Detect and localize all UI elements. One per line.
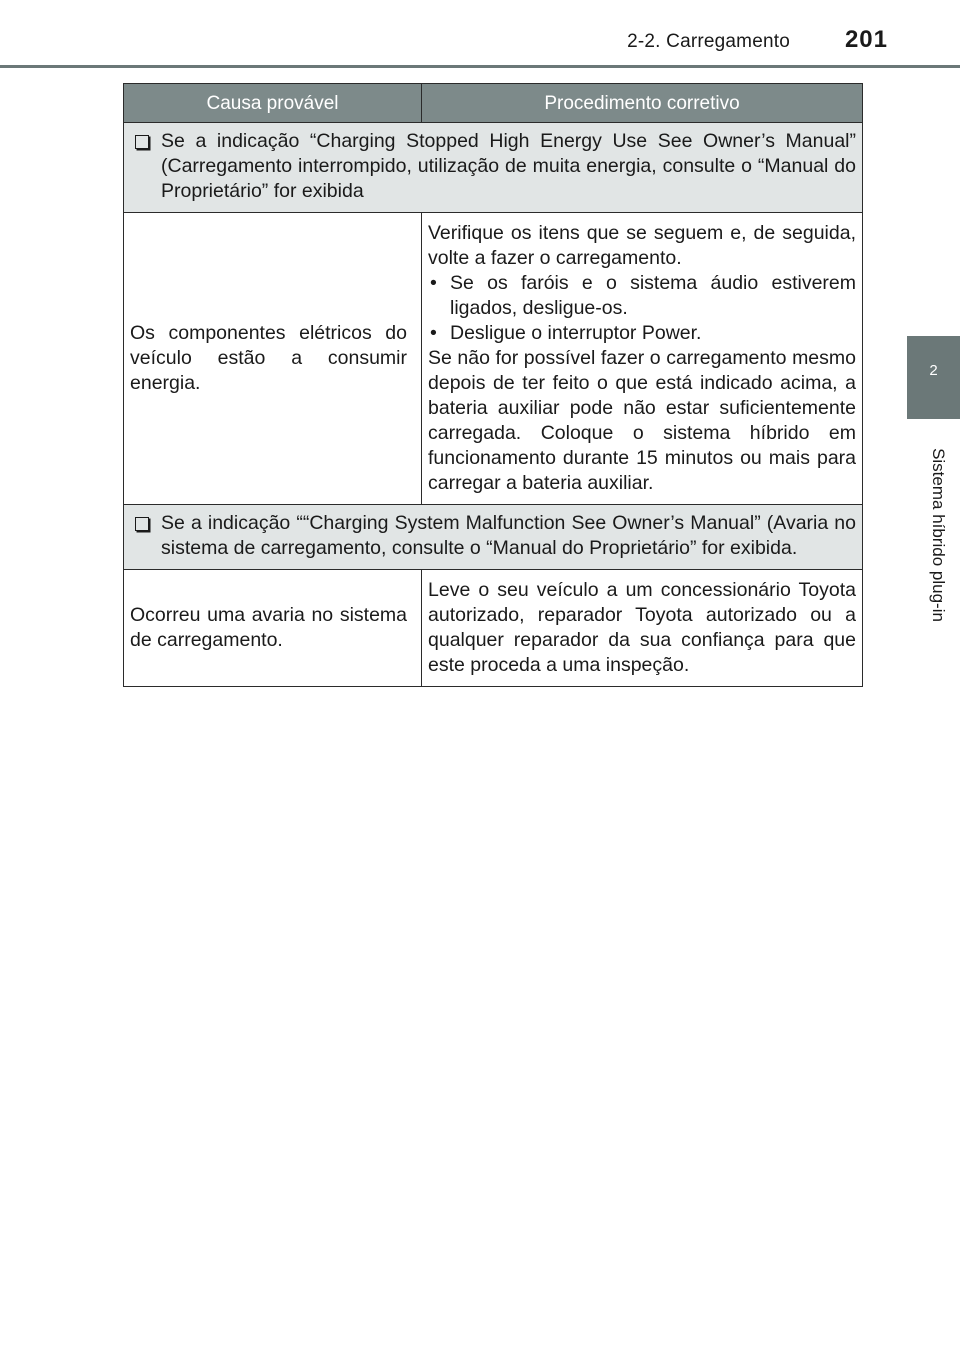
checkbox-bullet-icon [135,135,149,149]
condition-cell [124,505,863,570]
remedy-outro: Se não for possível fazer o carregamento mesmo depois de ter feito o que está indicado acima, a bateria auxiliar pode não estar suficientemente carregada. Coloque o sistema híbrido em funcionamento durante 15 minutos ou mais para carregar a bateria auxiliar. [428,347,856,494]
section-title: 2-2. Carregamento [627,31,790,52]
column-header-cause: Causa provável [124,84,422,123]
chapter-title: Sistema híbrido plug-in [929,448,948,622]
list-item-text: Desligue o interruptor Power. [450,322,702,344]
cause-cell: Ocorreu uma avaria no sistema de carregamento. [124,570,422,687]
bullet-dot-icon: • [430,272,437,294]
chapter-number: 2 [929,362,938,379]
table-header-row [124,84,863,123]
remedy-cell: Leve o seu veículo a um concessionário Toyota autorizado, reparador Toyota autorizado ou a qualquer reparador da sua confiança para que este proceda a uma inspeção. [422,570,863,687]
column-header-remedy: Procedimento corretivo [422,84,863,123]
page-number: 201 [844,26,888,53]
troubleshooting-table [123,83,863,687]
table-row [124,570,863,687]
condition-text: Se a indicação “Charging Stopped High Energy Use See Owner’s Manual” (Carregamento interrompido, utilização de muita energia, consulte o “Manual do Proprietário” for exibida [161,130,856,202]
cause-cell: Os componentes elétricos do veículo estão a consumir energia. [124,213,422,505]
table-row [124,213,863,505]
checkbox-bullet-icon [135,517,149,531]
list-item [428,321,856,346]
condition-cell [124,123,863,213]
condition-row [124,123,863,213]
bullet-dot-icon: • [430,322,437,344]
chapter-tab [907,336,960,419]
list-item-text: Se os faróis e o sistema áudio estiverem ligados, desligue-os. [450,272,856,319]
remedy-cell [422,213,863,505]
remedy-intro: Verifique os itens que se seguem e, de seguida, volte a fazer o carregamento. [428,222,856,269]
list-item [428,271,856,321]
header-divider [0,65,960,68]
page-header [0,0,960,66]
condition-text: Se a indicação ““Charging System Malfunction See Owner’s Manual” (Avaria no sistema de carregamento, consulte o “Manual do Proprietário” for exibida. [161,512,856,559]
condition-row [124,505,863,570]
